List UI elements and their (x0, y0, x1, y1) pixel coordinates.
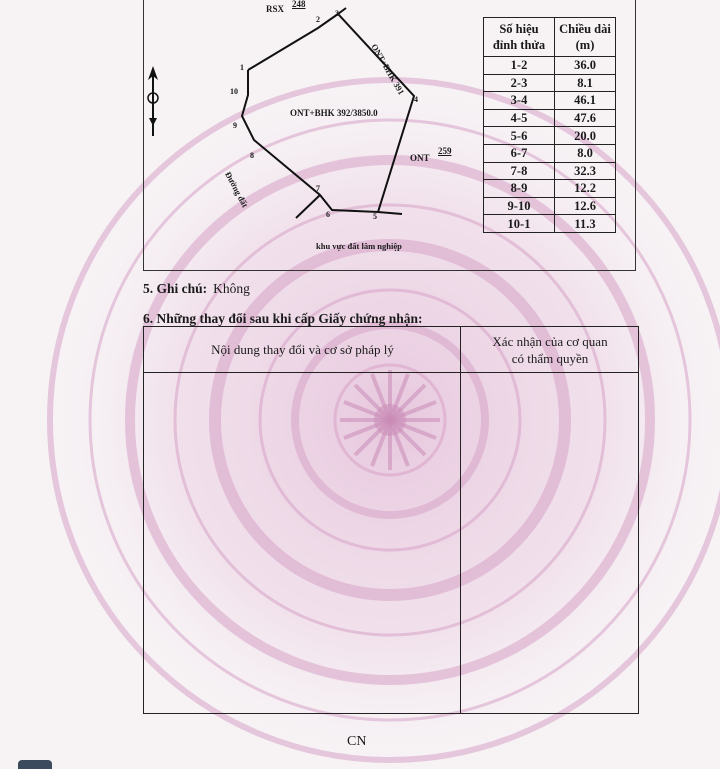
vertex-2: 2 (316, 15, 320, 24)
parcel-label: ONT+BHK 392/3850.0 (290, 108, 378, 118)
road-label: Đường đất (223, 170, 251, 210)
table-row: 7-8 32.3 (484, 162, 616, 180)
table-row: 9-10 12.6 (484, 197, 616, 215)
table-row: 5-6 20.0 (484, 127, 616, 145)
table-row: 4-5 47.6 (484, 109, 616, 127)
footer-mark: CN (347, 734, 367, 749)
neighbor-east-number: 259 (438, 146, 452, 156)
vertex-9: 9 (233, 121, 237, 130)
notes-section (143, 281, 250, 297)
vertex-1: 1 (240, 63, 244, 72)
north-arrow-icon (146, 66, 160, 136)
changes-title: 6. Những thay đổi sau khi cấp Giấy chứng nhận: (143, 311, 423, 326)
notes-value: Không (213, 281, 250, 296)
vertex-6: 6 (326, 210, 330, 219)
table-row: 6-7 8.0 (484, 144, 616, 162)
table-row: 10-1 11.3 (484, 215, 616, 233)
changes-col2-header: Xác nhận của cơ quan có thẩm quyền (492, 334, 608, 366)
notes-label: 5. Ghi chú: (143, 281, 208, 296)
neighbor-north-number: 248 (292, 0, 306, 9)
table-row: 2-3 8.1 (484, 74, 616, 92)
neighbor-northeast-label: ONT+BHK 391 (369, 42, 407, 97)
changes-col1-header: Nội dung thay đổi và cơ sở pháp lý (211, 342, 394, 357)
neighbor-east-label: ONT (410, 153, 430, 163)
table-row: 1-2 36.0 (484, 57, 616, 75)
vertex-8: 8 (250, 151, 254, 160)
vertex-7: 7 (316, 184, 320, 193)
south-area-label: khu vực đất lâm nghiệp (316, 241, 402, 251)
vertex-3: 3 (335, 9, 339, 18)
table-row: 8-9 12.2 (484, 180, 616, 198)
changes-header-divider (143, 372, 639, 373)
header-length: Chiều dài (m) (555, 18, 616, 57)
neighbor-north-label: RSX (266, 4, 285, 14)
vertex-10: 10 (230, 87, 238, 96)
vertex-4: 4 (414, 95, 418, 104)
vertex-5: 5 (373, 212, 377, 221)
header-vertex: Số hiệu đỉnh thửa (484, 18, 555, 57)
table-row: 3-4 46.1 (484, 92, 616, 110)
corner-widget (18, 760, 52, 769)
changes-column-divider (460, 326, 461, 714)
edge-length-table (483, 17, 616, 233)
changes-table (143, 326, 639, 714)
